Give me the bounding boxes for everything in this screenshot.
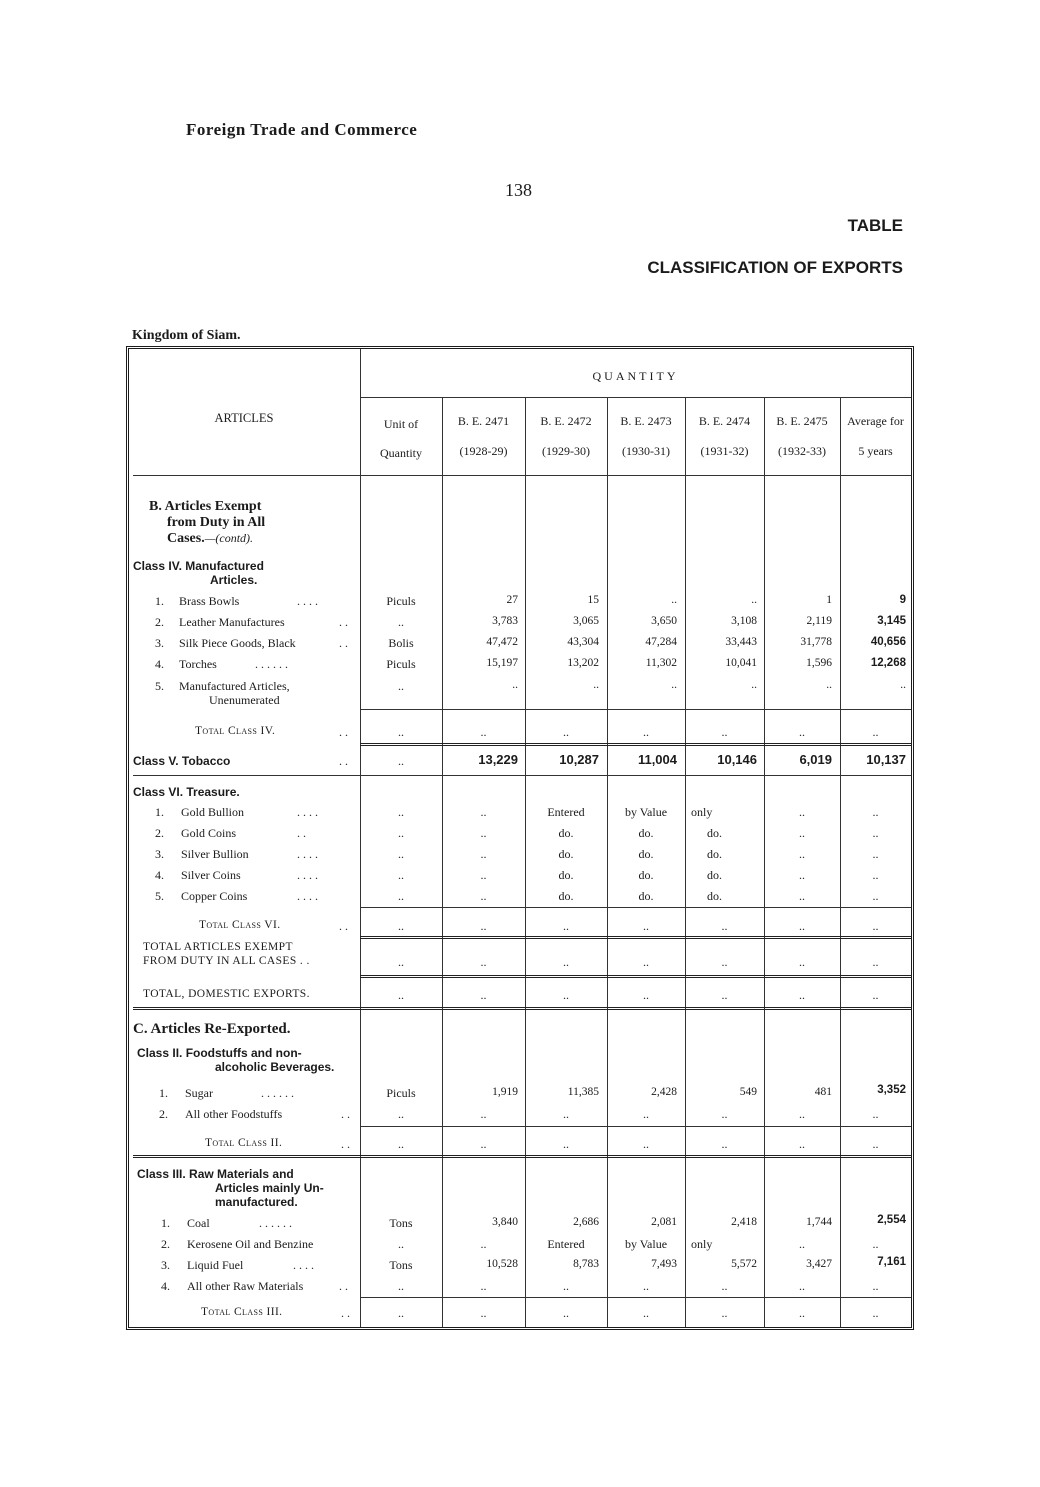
unit-cell: Piculs [386,1086,416,1100]
value-cell: 33,443 [725,636,757,648]
value-cell: 481 [814,1086,832,1098]
value-cell: .. [643,1107,649,1121]
value-cell: .. [872,1306,879,1320]
value-cell: .. [721,1107,728,1121]
value-cell: 13,229 [478,752,518,767]
value-cell: by Value [624,805,668,819]
total-rule [360,975,911,978]
subtotal-rule [360,709,911,710]
average-cell: .. [872,805,879,819]
value-cell: .. [643,1279,649,1293]
average-cell: .. [872,1279,879,1293]
value-cell: do. [707,889,722,903]
value-cell: 3,783 [492,615,518,627]
row-number: 1. [155,594,164,608]
row-number: 5. [155,679,164,693]
value-cell: do. [558,826,574,840]
unit-cell: Tons [389,1216,413,1230]
article-name: Coal [187,1216,210,1230]
class-iii-title: Articles mainly Un- [215,1181,324,1195]
class-ii-title: alcoholic Beverages. [215,1060,335,1074]
total-label: TOTAL, DOMESTIC EXPORTS. [143,988,310,1000]
row-number: 5. [155,889,164,903]
article-name: Silver Bullion [181,847,249,861]
value-cell: do. [558,847,574,861]
unit-cell: Tons [389,1258,413,1272]
articles-heading: ARTICLES [214,411,274,425]
row-number: 1. [155,805,164,819]
leader-dots: . . . . [297,594,318,608]
section-c-title: C. Articles Re-Exported. [133,1021,291,1037]
row-number: 2. [161,1237,170,1251]
unit-heading-line2: Quantity [380,446,422,460]
value-cell: 13,202 [567,657,599,669]
leader-dots: . . [341,1306,350,1320]
value-cell: .. [593,679,599,691]
unit-cell: .. [398,615,404,629]
leader-dots: . . . . [297,847,318,861]
value-cell: do. [638,889,654,903]
value-cell: do. [638,868,654,882]
value-cell: 47,284 [645,636,677,648]
class-rule [133,775,911,776]
unit-cell: .. [398,754,404,768]
value-cell: .. [799,1306,805,1320]
value-cell: 2,418 [731,1216,757,1228]
value-cell: .. [799,826,805,840]
total-label: Total Class II. [205,1137,283,1149]
value-cell: .. [799,955,805,969]
value-cell: only [691,1237,713,1251]
value-cell: 10,528 [486,1258,518,1270]
row-number: 4. [155,657,164,671]
row-number: 4. [155,868,164,882]
value-cell: .. [480,826,487,840]
value-cell: 2,428 [651,1086,677,1098]
value-cell: 1,919 [492,1086,518,1098]
row-number: 3. [155,847,164,861]
value-cell: .. [480,955,487,969]
unit-cell: .. [398,868,404,882]
value-cell: .. [826,679,832,691]
value-cell: 43,304 [567,636,599,648]
class-iii-title: Class III. Raw Materials and [137,1167,294,1181]
unit-cell: .. [398,1107,404,1121]
value-cell: do. [707,826,722,840]
value-cell: 2,081 [651,1216,677,1228]
value-cell: Entered [547,805,585,819]
row-number: 1. [159,1086,168,1100]
value-cell: .. [643,725,649,739]
unit-heading-line1: Unit of [383,417,419,431]
unit-cell: .. [398,826,404,840]
value-cell: .. [721,1306,728,1320]
section-rule [133,1007,911,1010]
value-cell: 1,596 [806,657,832,669]
average-cell: 2,554 [877,1214,906,1226]
total-rule [360,743,911,746]
subtotal-rule [360,1126,911,1127]
table-title: CLASSIFICATION OF EXPORTS [647,258,903,277]
average-cell: .. [872,826,879,840]
value-cell: .. [671,594,677,606]
total-label: TOTAL ARTICLES EXEMPT [143,941,293,953]
value-cell: .. [563,919,569,933]
article-name: All other Raw Materials [187,1279,304,1293]
class-vi-title: Class VI. Treasure. [133,785,240,799]
row-number: 4. [161,1279,170,1293]
unit-cell: Piculs [386,594,416,608]
article-name: Copper Coins [181,889,248,903]
value-cell: .. [398,955,404,969]
year-heading: B. E. 2471 [457,414,510,428]
value-cell: .. [480,1237,487,1251]
value-cell: .. [563,955,569,969]
value-cell: .. [398,919,404,933]
year-heading: Average for [847,414,904,428]
article-name: Leather Manufactures [179,615,285,629]
column-divider [685,397,686,1327]
average-cell: .. [900,679,906,691]
row-number: 1. [161,1216,170,1230]
value-cell: .. [799,1279,805,1293]
value-cell: only [691,805,713,819]
total-label: FROM DUTY IN ALL CASES . . [143,955,310,967]
total-label: Total Class III. [201,1306,283,1318]
country-label: Kingdom of Siam. [132,328,241,343]
value-cell: do. [638,847,654,861]
leader-dots: . . . . . . [255,657,288,671]
leader-dots: . . . . [297,889,318,903]
quantity-rule [360,397,911,398]
value-cell: by Value [624,1237,668,1251]
value-cell: .. [643,955,649,969]
leader-dots: . . [339,725,348,739]
value-cell: 31,778 [800,636,832,648]
leader-dots: . . . . . . [261,1086,294,1100]
value-cell: .. [872,955,879,969]
running-title: Foreign Trade and Commerce [186,120,418,139]
leader-dots: . . [341,1107,350,1121]
class-ii-title: Class II. Foodstuffs and non- [137,1046,302,1060]
value-cell: do. [558,868,574,882]
average-cell: .. [872,847,879,861]
subtotal-rule [360,907,911,908]
value-cell: 11,004 [637,752,677,767]
leader-dots: . . . . [297,868,318,882]
value-cell: 10,146 [717,752,757,767]
average-cell: .. [872,1107,879,1121]
average-cell: .. [872,868,879,882]
value-cell: .. [799,1107,805,1121]
value-cell: .. [398,1137,404,1151]
average-cell: .. [872,1237,879,1251]
value-cell: .. [721,919,728,933]
unit-cell: Piculs [386,657,416,671]
value-cell: 27 [506,594,518,606]
column-divider [607,397,608,1327]
value-cell: .. [751,594,757,606]
value-cell: .. [872,725,879,739]
value-cell: do. [558,889,574,903]
leader-dots: . . [339,1279,348,1293]
section-b-title: Cases.—(contd). [167,531,254,546]
average-cell: .. [872,889,879,903]
total-label: Total Class VI. [199,919,281,931]
value-cell: .. [398,1306,404,1320]
value-cell: .. [398,725,404,739]
value-cell: 1 [826,594,832,606]
value-cell: .. [671,679,677,691]
value-cell: .. [480,725,487,739]
value-cell: .. [480,919,487,933]
section-b-title: B. Articles Exempt [149,499,262,514]
table-label: TABLE [847,216,903,235]
value-cell: 3,650 [651,615,677,627]
value-cell: .. [563,725,569,739]
year-heading: (1929-30) [542,444,590,458]
leader-dots: . . [339,919,348,933]
value-cell: 2,119 [806,615,832,627]
value-cell: .. [563,1137,569,1151]
value-cell: 3,065 [573,615,599,627]
value-cell: .. [799,847,805,861]
leader-dots: . . [297,826,306,840]
article-name: Unenumerated [209,693,280,707]
row-number: 2. [159,1107,168,1121]
value-cell: .. [721,988,728,1002]
value-cell: .. [872,1137,879,1151]
value-cell: do. [707,868,722,882]
year-heading: B. E. 2475 [776,414,828,428]
value-cell: 3,427 [806,1258,832,1270]
value-cell: 8,783 [573,1258,599,1270]
value-cell: 7,493 [651,1258,677,1270]
average-cell: 9 [899,594,906,606]
value-cell: .. [480,805,487,819]
value-cell: .. [872,919,879,933]
article-name: Torches [179,657,217,671]
average-cell: 12,268 [870,657,906,669]
average-cell: 3,145 [877,615,906,627]
unit-cell: .. [398,1279,404,1293]
value-cell: .. [480,868,487,882]
total-rule [360,936,911,939]
year-heading: B. E. 2472 [540,414,592,428]
value-cell: 549 [739,1086,757,1098]
unit-cell: .. [398,1237,404,1251]
exports-table [126,346,914,1330]
value-cell: .. [643,1306,649,1320]
value-cell: 6,019 [799,752,832,767]
average-cell: 40,656 [870,636,906,648]
value-cell: .. [721,1137,728,1151]
value-cell: .. [643,1137,649,1151]
row-number: 2. [155,826,164,840]
value-cell: 1,744 [806,1216,832,1228]
article-name: Silver Coins [181,868,241,882]
value-cell: .. [563,988,569,1002]
value-cell: 11,385 [567,1086,599,1098]
value-cell: .. [480,1306,487,1320]
value-cell: .. [799,1237,805,1251]
leader-dots: . . [339,615,348,629]
unit-cell: .. [398,679,404,693]
value-cell: .. [480,1137,487,1151]
leader-dots: . . [339,636,348,650]
year-heading: B. E. 2474 [698,414,751,428]
class-v-title: Class V. Tobacco [133,754,231,768]
article-name: Gold Bullion [181,805,245,819]
value-cell: Entered [547,1237,585,1251]
average-cell: 7,161 [877,1256,906,1268]
value-cell: .. [799,1137,805,1151]
section-b-title: from Duty in All [167,515,266,530]
article-name: Silk Piece Goods, Black [179,636,296,650]
value-cell: .. [480,847,487,861]
value-cell: .. [643,988,649,1002]
article-name: Sugar [185,1086,213,1100]
value-cell: .. [799,868,805,882]
column-divider [525,397,526,1327]
value-cell: .. [643,919,649,933]
leader-dots: . . . . [293,1258,314,1272]
value-cell: .. [799,725,805,739]
value-cell: .. [480,1107,487,1121]
year-heading: B. E. 2473 [620,414,672,428]
year-heading: (1931-32) [700,444,749,458]
article-name: Gold Coins [181,826,237,840]
year-heading: (1928-29) [459,444,508,458]
quantity-heading: QUANTITY [592,369,679,383]
column-divider [442,397,443,1327]
value-cell: .. [799,889,805,903]
value-cell: .. [563,1306,569,1320]
value-cell: 11,302 [645,657,677,669]
row-number: 2. [155,615,164,629]
value-cell: .. [799,919,805,933]
value-cell: 3,108 [731,615,757,627]
value-cell: 2,686 [573,1216,599,1228]
value-cell: 15,197 [486,657,518,669]
leader-dots: . . [339,754,348,768]
header-rule [133,475,911,476]
article-name: All other Foodstuffs [185,1107,283,1121]
value-cell: 47,472 [486,636,518,648]
value-cell: .. [563,1279,569,1293]
column-divider [764,397,765,1327]
year-heading: (1930-31) [622,444,670,458]
class-iii-title: manufactured. [215,1195,298,1209]
value-cell: .. [398,988,404,1002]
value-cell: .. [721,955,728,969]
average-cell: 10,137 [866,752,906,767]
leader-dots: . . . . . . [259,1216,292,1230]
page-number: 138 [505,180,532,200]
value-cell: do. [707,847,722,861]
unit-cell: .. [398,889,404,903]
leader-dots: . . [341,1137,350,1151]
article-name: Manufactured Articles, [179,679,290,693]
value-cell: .. [721,1279,728,1293]
column-divider [840,397,841,1327]
article-name: Liquid Fuel [187,1258,244,1272]
subtotal-rule [360,1297,911,1298]
value-cell: 15 [587,594,599,606]
unit-cell: .. [398,847,404,861]
year-heading: (1932-33) [778,444,826,458]
total-label: Total Class IV. [195,725,276,737]
leader-dots: . . . . [297,805,318,819]
row-number: 3. [161,1258,170,1272]
value-cell: 10,041 [725,657,757,669]
value-cell: .. [480,889,487,903]
value-cell: .. [512,679,518,691]
value-cell: .. [721,725,728,739]
value-cell: .. [799,988,805,1002]
value-cell: 10,287 [559,752,599,767]
unit-cell: .. [398,805,404,819]
article-name: Kerosene Oil and Benzine [187,1237,314,1251]
class-rule [133,1155,911,1158]
year-heading: 5 years [858,444,893,458]
class-iv-title: Articles. [210,573,258,587]
value-cell: .. [563,1107,569,1121]
value-cell: 3,840 [492,1216,518,1228]
value-cell: do. [638,826,654,840]
article-name: Brass Bowls [179,594,240,608]
average-cell: 3,352 [877,1084,906,1096]
class-iv-title: Class IV. Manufactured [133,559,264,573]
row-number: 3. [155,636,164,650]
value-cell: .. [872,988,879,1002]
value-cell: .. [480,988,487,1002]
value-cell: 5,572 [731,1258,757,1270]
value-cell: .. [480,1279,487,1293]
unit-cell: Bolis [388,636,414,650]
value-cell: .. [799,805,805,819]
value-cell: .. [751,679,757,691]
